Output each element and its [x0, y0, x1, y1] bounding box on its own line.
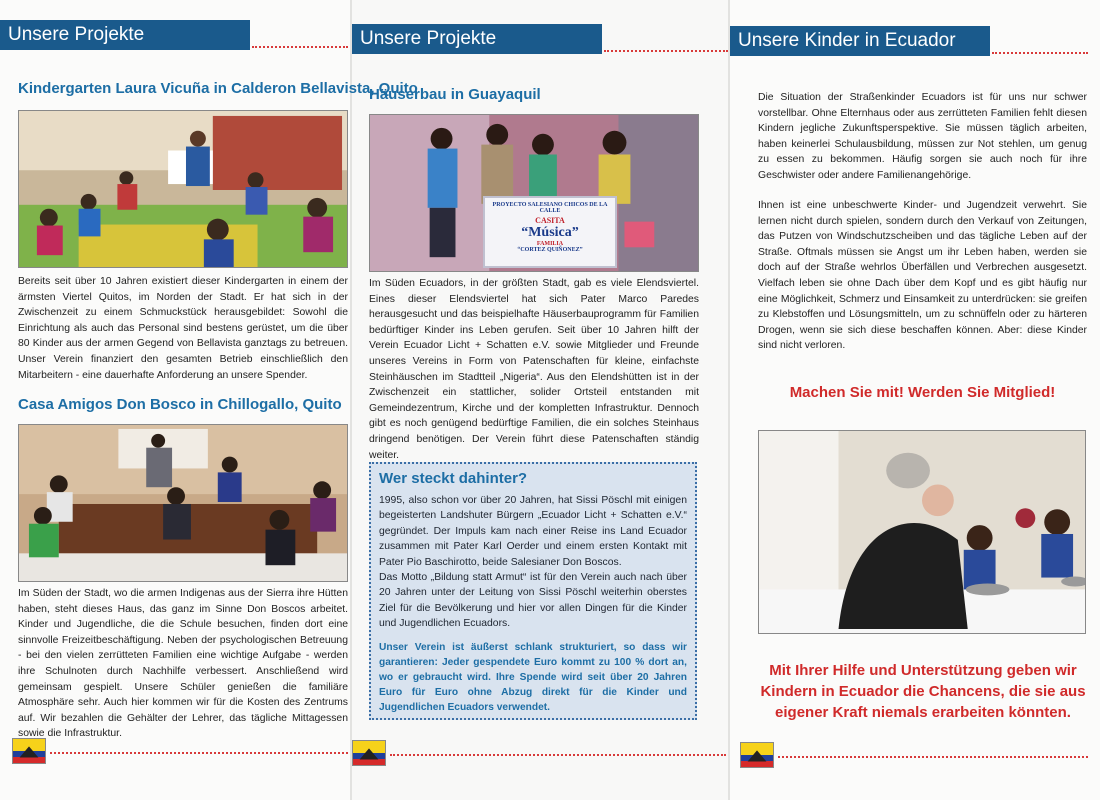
- photo-kindergarten: [18, 110, 348, 268]
- ecuador-flag-logo-icon: [12, 738, 46, 764]
- info-box-text: Das Motto „Bildung statt Armut“ ist für den Verein auch nach über 20 Jahren unter der Leitung von Sissi Pöschl weiterhin oberstes Ziel für die Bevölkerung und hier vor allen Dingen für die Kinder und Jugendlichen Ecuadors.: [379, 572, 687, 630]
- column3-header: Unsere Kinder in Ecuador: [730, 26, 990, 56]
- footer-dotted-line: [778, 756, 1088, 758]
- membership-call-to-action: Machen Sie mit! Werden Sie Mitglied!: [789, 384, 1056, 401]
- column1-header: Unsere Projekte: [0, 20, 250, 50]
- section-title-kindergarten: Kindergarten Laura Vicuña in Calderon Bellavista, Quito: [18, 80, 418, 97]
- text-jugendzeit: Ihnen ist eine unbeschwerte Kinder- und Jugendzeit verwehrt. Sie lernen nicht durch spielen, sondern durch den Verkauf von Zeitungen, das Putzen von Windschutzscheiben und das tägliche Leben auf der Straße. Oftmals müssen sie Angst um ihr Leben haben, werden sie doch auf der Straße wehrlos Überfällen und Verbrechen ausgesetzt. Vielfach leben sie ohne Dach über dem Kopf und es gibt häufig nur eine Möglichkeit, Schmerz und Einsamkeit zu unterdrücken: sie greifen zu Klebstoffen und Lösungsmitteln, um zu schnüffeln oder zu härteren Drogen, wenn sie sich diese beschaffen können. Aber: diese Kinder sind nicht verloren.: [758, 200, 1087, 352]
- project-sign: [483, 196, 617, 268]
- info-box-wer-steckt-dahinter: [369, 462, 697, 720]
- section-text-kindergarten: Bereits seit über 10 Jahren existiert dieser Kindergarten in einem der ärmsten Viertel Quitos, im Norden der Stadt. Er hat sich in der Zwischenzeit zu einem Schmuckstück herausgebildet: Sowohl die Einrichtung als auch das Personal sind bestens gerüstet, um die über 80 Kinder aus der armen Gegend von Bellavista ganztags zu betreuen. Unser Verein finanziert den gesamten Betrieb einschließlich den Mitarbeitern - eine dauerhafte Anforderung an unsere Spender.: [18, 276, 348, 381]
- section-text-haeuserbau: Im Süden Ecuadors, in der größten Stadt, gab es viele Elendsviertel. Eines dieser Elendsviertel hat sich Pater Marco Paredes herausgesucht und das beispielhafte Häuserbauprogramm für Familien bedürftiger Kinder ins Leben gerufen. Seit über 10 Jahren hilft der Verein Ecuador Licht + Schatten e.V. sowie Mitglieder und Freunde unseres Vereins in Form von Patenschaften für kleine, einfachste Steinhäuschen im Stadtteil „Nigeria“. Aus den Elendshütten ist in der Zwischenzeit ein stattlicher, solider Ortsteil entstanden mit Gemeindezentrum, Kirche und der kompletten Infrastruktur. Dennoch gibt es noch genügend bedürftige Familien, die ein solches Steinhaus dringend benötigen. Der Verein führt diese Patenschaften ständig weiter.: [369, 278, 699, 461]
- sign-line: PROYECTO SALESIANO CHICOS DE LA CALLE: [492, 202, 608, 214]
- photo-casa-amigos: [18, 424, 348, 582]
- header-dotted-line: [992, 52, 1088, 54]
- text-situation: Die Situation der Straßenkinder Ecuadors ist für uns nur schwer vorstellbar. Ohne Elternhaus oder aus zerrütteten Familien fehlt diesen Kindern jegliche Zukunftsperspektive. Sie müssen täglich arbeiten, haben keinerlei Schulausbildung, müssen zur Not stehlen, um genug zu essen zu bekommen. Häufig sorgen sie auch noch für ihre Geschwister oder andere Familienangehörige.: [758, 92, 1087, 181]
- photo-children-eating: [758, 430, 1086, 634]
- column2-header: Unsere Projekte: [352, 24, 602, 54]
- ecuador-flag-logo-icon: [352, 740, 386, 766]
- ecuador-flag-logo-icon: [740, 742, 774, 768]
- sign-line: CASITA: [535, 216, 565, 225]
- section-text-casa-amigos: Im Süden der Stadt, wo die armen Indigenas aus der Sierra ihre Hütten haben, steht dieses Haus, das ganz im Sinne Don Boscos arbeitet. Kinder und Jugendliche, die die Schule besuchen, finden dort eine sinnvolle Freizeitbeschäftigung. Neben der psychologischen Betreuung - bei den vielen zerrütteten Familien eine wichtige Aufgabe - werden ihre Schulnoten durch Nachhilfe verbessert. Anschließend wird gemeinsam gespielt. Unsere Schüler genießen die familiäre Atmosphäre sehr. Auch hier kommen wir für die Kosten des Zentrums auf. Wir bezahlen die Gehälter der Lehrer, das tägliche Mittagessen sowie die Infrastruktur.: [18, 588, 348, 740]
- sign-line: “Música”: [521, 225, 579, 240]
- section-title-haeuserbau: Häuserbau in Guayaquil: [369, 86, 541, 103]
- header-dotted-line: [252, 46, 348, 48]
- sign-line: FAMILIA: [536, 241, 564, 247]
- info-box-text: 1995, also schon vor über 20 Jahren, hat Sissi Pöschl mit einigen begeisterten Landshuter Bürgern „Ecuador Licht + Schatten e.V.“ gegründet. Der Impuls kam nach einer Reise ins Land Ecuador zusammen mit Pater Karl Oerder und einem ersten Kontakt mit Pater Pio Baschirotto, beide Salesianer Don Boscos.: [379, 495, 687, 568]
- closing-statement: Mit Ihrer Hilfe und Unterstützung geben wir Kindern in Ecuador die Chancens, die sie aus eigener Kraft niemals erarbeiten könnten.: [760, 662, 1086, 721]
- section-title-casa-amigos: Casa Amigos Don Bosco in Chillogallo, Quito: [18, 396, 342, 413]
- sign-line: “CORTEZ QUIÑONEZ”: [517, 247, 583, 253]
- info-box-highlight: Unser Verein ist äußerst schlank strukturiert, so dass wir garantieren: Jeder gespendete Euro kommt zu 100 % dort an, wo er gebraucht wird. Ihre Spende wird seit über 20 Jahren Euro für Euro ohne Abzug direkt für die Kinder und Jugendlichen Ecuadors verwendet.: [379, 641, 687, 713]
- fold-line: [728, 0, 730, 800]
- header-dotted-line: [604, 50, 728, 52]
- footer-dotted-line: [50, 752, 348, 754]
- footer-dotted-line: [390, 754, 726, 756]
- fold-line: [350, 0, 352, 800]
- info-box-title: Wer steckt dahinter?: [379, 470, 528, 487]
